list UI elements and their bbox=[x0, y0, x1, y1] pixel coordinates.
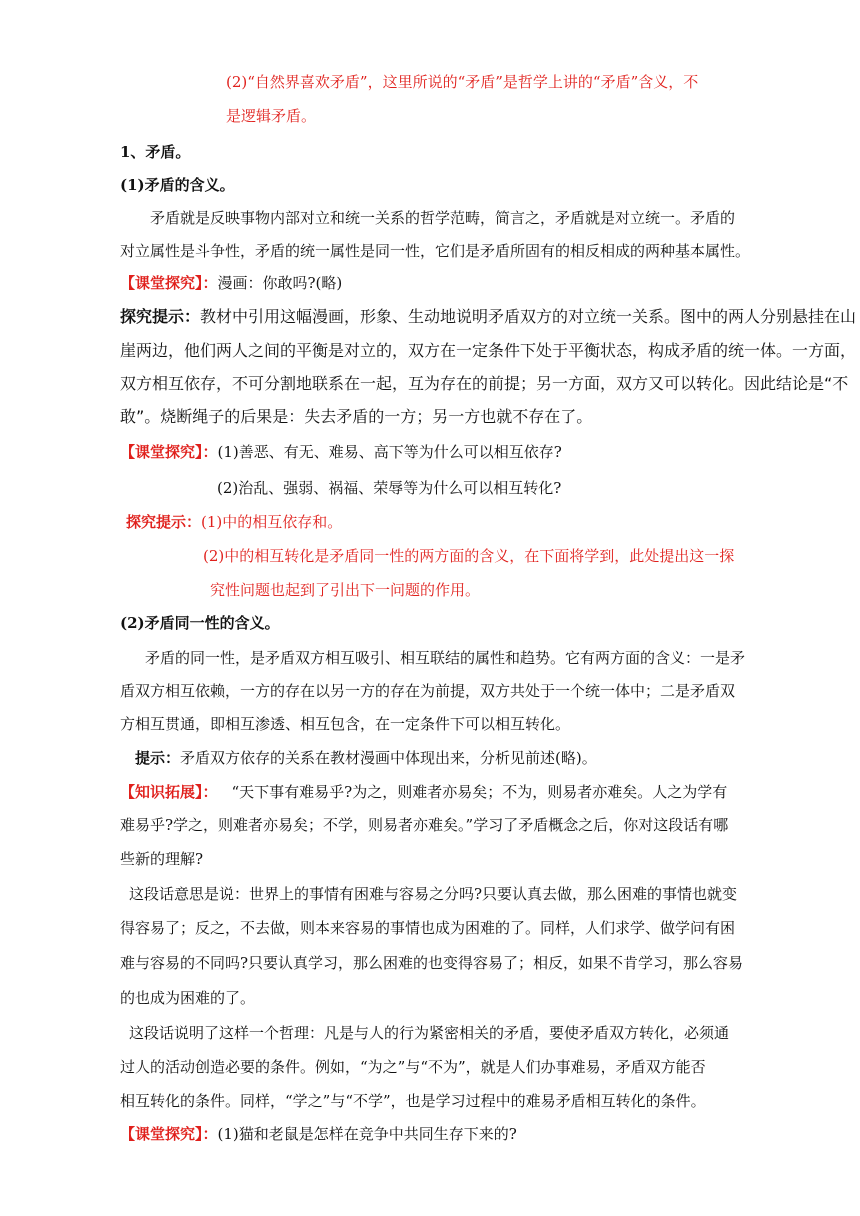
hint-line-2: 崖两边，他们两人之间的平衡是对立的，双方在一定条件下处于平衡状态，构成矛盾的统一体。一方面， bbox=[120, 341, 857, 360]
tip-line: 提示：矛盾双方依存的关系在教材漫画中体现出来，分析见前述(略)。 bbox=[135, 749, 597, 767]
class-explore-label: 【课堂探究】： bbox=[120, 443, 218, 461]
meaning-line-3: 难与容易的不同吗?只要认真学习，那么困难的也变得容易了；相反，如果不肯学习，那么容易 bbox=[120, 954, 744, 972]
hint-line-1: 探究提示：教材中引用这幅漫画，形象、生动地说明矛盾双方的对立统一关系。图中的两人分别悬挂在山 bbox=[120, 307, 857, 326]
philosophy-line-1: 这段话说明了这样一个哲理：凡是与人的行为紧密相关的矛盾，要使矛盾双方转化，必须通 bbox=[129, 1024, 730, 1042]
explore-question-2: (2)治乱、强弱、祸福、荣辱等为什么可以相互转化? bbox=[217, 479, 562, 497]
knowledge-label: 【知识拓展】： bbox=[120, 783, 218, 801]
tip-label: 提示： bbox=[135, 749, 181, 767]
hint-line-4: 敢”。烧断绳子的后果是：失去矛盾的一方；另一方也就不存在了。 bbox=[120, 407, 593, 426]
class-explore-label: 【课堂探究】： bbox=[120, 1125, 218, 1143]
subheading-meaning: (1)矛盾的含义。 bbox=[120, 176, 235, 194]
definition-line-2: 对立属性是斗争性，矛盾的统一属性是同一性，它们是矛盾所固有的相反相成的两种基本属性。 bbox=[120, 242, 751, 260]
class-explore-text: 漫画：你敢吗?(略) bbox=[217, 274, 343, 292]
philosophy-line-2: 过人的活动创造必要的条件。例如，“为之”与“不为”，就是人们办事难易，矛盾双方能否 bbox=[120, 1058, 706, 1076]
class-explore-1 bbox=[120, 273, 342, 293]
class-explore-label: 【课堂探究】： bbox=[120, 274, 218, 292]
meaning-line-1: 这段话意思是说：世界上的事情有困难与容易之分吗?只要认真去做，那么困难的事情也就变 bbox=[129, 885, 738, 903]
class-explore-3 bbox=[120, 1124, 517, 1144]
identity-line-2: 盾双方相互依赖，一方的存在以另一方的存在为前提，双方共处于一个统一体中；二是矛盾双 bbox=[120, 682, 736, 700]
hint-label: 探究提示： bbox=[120, 307, 201, 326]
philosophy-line-3: 相互转化的条件。同样，“学之”与“不学”，也是学习过程中的难易矛盾相互转化的条件。 bbox=[120, 1092, 706, 1110]
definition-line-1: 矛盾就是反映事物内部对立和统一关系的哲学范畴，简言之，矛盾就是对立统一。矛盾的 bbox=[150, 209, 736, 227]
hint-label: 探究提示： bbox=[126, 513, 202, 531]
knowledge-line-2: 难易乎?学之，则难者亦易矣；不学，则易者亦难矣。”学习了矛盾概念之后，你对这段话有哪 bbox=[120, 816, 729, 834]
section-heading-contradiction: 1、矛盾。 bbox=[120, 143, 191, 161]
identity-line-1: 矛盾的同一性，是矛盾双方相互吸引、相互联结的属性和趋势。它有两方面的含义：一是矛 bbox=[145, 649, 746, 667]
knowledge-extension: 【知识拓展】： “天下事有难易乎?为之，则难者亦易矣；不为，则易者亦难矣。人之为学有 bbox=[120, 783, 728, 801]
explore-hint-2-line-2: 究性问题也起到了引出下一问题的作用。 bbox=[210, 581, 481, 599]
hint-line-3: 双方相互依存，不可分割地联系在一起，互为存在的前提；另一方面，双方又可以转化。因此结论是“不 bbox=[120, 374, 849, 393]
subheading-identity: (2)矛盾同一性的含义。 bbox=[120, 614, 280, 632]
explore-question-3: (1)猫和老鼠是怎样在竞争中共同生存下来的? bbox=[217, 1125, 517, 1143]
explore-hint-2-line-1: (2)中的相互转化是矛盾同一性的两方面的含义，在下面将学到，此处提出这一探 bbox=[203, 547, 735, 565]
class-explore-2 bbox=[120, 442, 562, 462]
red-note-line-2: 是逻辑矛盾。 bbox=[226, 107, 317, 125]
explore-question-1: (1)善恶、有无、难易、高下等为什么可以相互依存? bbox=[217, 443, 562, 461]
knowledge-line-3: 些新的理解? bbox=[120, 850, 204, 868]
explore-hint-2: 探究提示：(1)中的相互依存和。 bbox=[126, 513, 343, 531]
red-note-line-1: (2)“自然界喜欢矛盾”，这里所说的“矛盾”是哲学上讲的“矛盾”含义，不 bbox=[226, 73, 699, 91]
meaning-line-4: 的也成为困难的了。 bbox=[120, 989, 256, 1007]
identity-line-3: 方相互贯通，即相互渗透、相互包含，在一定条件下可以相互转化。 bbox=[120, 715, 571, 733]
meaning-line-2: 得容易了；反之，不去做，则本来容易的事情也成为困难的了。同样，人们求学、做学问有困 bbox=[120, 919, 736, 937]
